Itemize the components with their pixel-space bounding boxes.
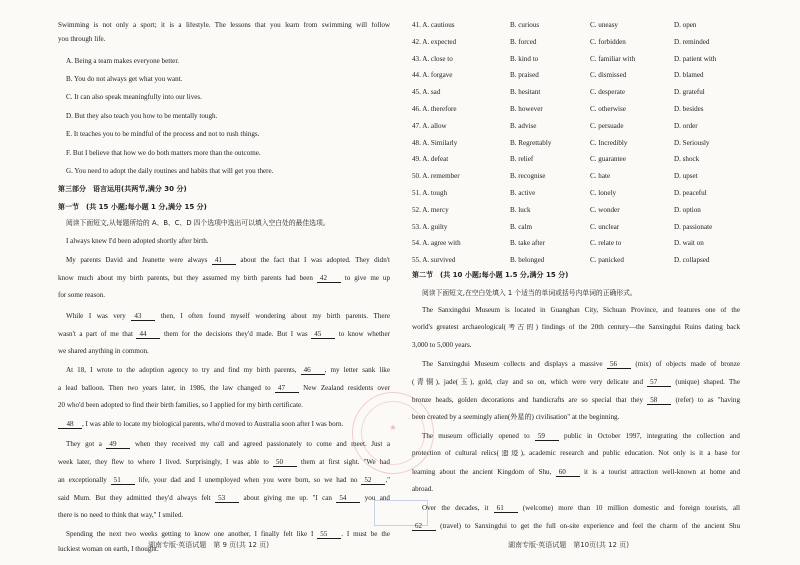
text-line: protection of cultural relics(遗迹), academic research and public education. Not only is it a base for bbox=[412, 450, 740, 457]
choice-option[interactable]: D. peaceful bbox=[674, 189, 707, 197]
text-line: The Sanxingdui Museum collects and displays a massive 56 (mix) of objects made of bronze bbox=[422, 360, 740, 368]
choice-option[interactable]: D. option bbox=[674, 205, 701, 214]
choice-option[interactable]: D. Seriously bbox=[674, 138, 710, 147]
choice-option[interactable]: 41. A. cautious bbox=[412, 21, 455, 29]
text-line: 62 (travel) to Sanxingdui to get the full on-site experience and feel the charm of the ancient Shu bbox=[412, 522, 740, 531]
instruction: 阅读下面短文,在空白处填入 1 个适当的单词或括号内单词的正确形式。 bbox=[422, 289, 637, 297]
text-line: The museum officially opened to 59 public in October 1997, integrating the collection and bbox=[422, 432, 740, 440]
blank-55[interactable]: 55 bbox=[317, 530, 341, 539]
choice-option[interactable]: C. persuade bbox=[590, 121, 624, 130]
blank-51[interactable]: 51 bbox=[111, 476, 135, 485]
text-line: know much about my birth parents, but they assumed my birth parents had been 42 to give me up bbox=[58, 274, 390, 282]
blank-61[interactable]: 61 bbox=[494, 504, 518, 513]
option-e: E. It teaches you to be mindful of the process and not to rush things. bbox=[66, 130, 260, 138]
choice-option[interactable]: D. upset bbox=[674, 172, 698, 181]
choice-option[interactable]: B. belonged bbox=[510, 256, 545, 265]
choice-option[interactable]: B. forced bbox=[510, 37, 537, 46]
choice-option[interactable]: C. uneasy bbox=[590, 21, 618, 29]
text-line: learning about the ancient Kingdom of Shu, 60 it is a tourist attraction well-known at home and bbox=[412, 468, 740, 476]
blank-45[interactable]: 45 bbox=[311, 330, 335, 339]
choice-option[interactable]: B. Regrettably bbox=[510, 138, 552, 147]
choice-option[interactable]: 43. A. close to bbox=[412, 54, 453, 63]
text-line: luckiest woman on earth, I thought. bbox=[58, 545, 159, 553]
choice-option[interactable]: D. blamed bbox=[674, 71, 704, 80]
option-f: F. But I believe that how we do both matters more than the outcome. bbox=[66, 149, 261, 157]
text-line: bronze heads, golden decorations and handicrafts are so special that they 58 (refer) to as "having bbox=[412, 396, 740, 404]
subsection-heading: 第二节 (共 10 小题;每小题 1.5 分,满分 15 分) bbox=[412, 271, 569, 279]
choice-option[interactable]: D. collapsed bbox=[674, 256, 710, 265]
option-a: A. Being a team makes everyone better. bbox=[66, 57, 180, 65]
choice-option[interactable]: D. reminded bbox=[674, 37, 710, 46]
choice-option[interactable]: C. otherwise bbox=[590, 105, 626, 113]
choice-option[interactable]: 49. A. defeat bbox=[412, 155, 449, 164]
blank-57[interactable]: 57 bbox=[647, 378, 671, 387]
choice-option[interactable]: 55. A. survived bbox=[412, 256, 456, 265]
text-line: said Mum. But they admitted they'd always felt 53 about giving me up. "I can 54 you and bbox=[58, 494, 390, 502]
blank-47[interactable]: 47 bbox=[275, 384, 299, 393]
choice-option[interactable]: C. unclear bbox=[590, 222, 620, 231]
blank-53[interactable]: 53 bbox=[215, 494, 239, 503]
blank-49[interactable]: 49 bbox=[106, 440, 130, 449]
choice-option[interactable]: D. patient with bbox=[674, 54, 717, 63]
text-line: Over the decades, it 61 (welcome) more than 10 million domestic and foreign tourists, all bbox=[422, 504, 740, 512]
choice-option[interactable]: B. curious bbox=[510, 21, 540, 29]
choice-option[interactable]: D. grateful bbox=[674, 88, 705, 97]
choice-option[interactable]: 54. A. agree with bbox=[412, 239, 461, 248]
blank-54[interactable]: 54 bbox=[336, 494, 360, 503]
section-heading: 第三部分 语言运用(共两节,满分 30 分) bbox=[58, 185, 187, 193]
blank-60[interactable]: 60 bbox=[556, 468, 580, 477]
choice-option[interactable]: D. shock bbox=[674, 155, 700, 164]
choice-option[interactable]: B. advise bbox=[510, 121, 537, 130]
choice-option[interactable]: C. familiar with bbox=[590, 54, 636, 63]
choice-option[interactable]: C. lonely bbox=[590, 189, 617, 197]
text-line: week later, they flew to where I lived. Surprisingly, I was able to 50 them at first sight. "We had bbox=[58, 458, 390, 466]
text-line: abroad. bbox=[412, 485, 434, 493]
option-c: C. It can also speak meaningfully into our lives. bbox=[66, 93, 202, 101]
choice-option[interactable]: 44. A. forgave bbox=[412, 71, 453, 80]
choice-option[interactable]: 50. A. remember bbox=[412, 172, 460, 181]
choice-option[interactable]: B. kind to bbox=[510, 54, 539, 63]
text-line: for some reason. bbox=[58, 291, 106, 299]
page-footer-left: 湖南专版·英语试题 第 9 页(共 12 页) bbox=[148, 541, 269, 549]
page-footer-right: 湖南专版·英语试题 第10页(共 12 页) bbox=[508, 541, 629, 549]
blank-42[interactable]: 42 bbox=[317, 274, 341, 283]
choice-option[interactable]: B. active bbox=[510, 189, 536, 197]
choice-option[interactable]: D. besides bbox=[674, 105, 704, 113]
blank-62[interactable]: 62 bbox=[412, 522, 436, 531]
choice-option[interactable]: C. hate bbox=[590, 172, 611, 181]
choice-option[interactable]: C. wonder bbox=[590, 205, 620, 214]
text-line: 20 who'd been adopted to find their birth families, so I applied for my birth certificate. bbox=[58, 401, 303, 409]
option-d: D. But they also teach you how to be mentally tough. bbox=[66, 112, 218, 120]
choice-option[interactable]: B. recognise bbox=[510, 172, 546, 181]
text-line: At 18, I wrote to the adoption agency to try and find my birth parents, 46 , my letter sank like bbox=[66, 366, 390, 374]
instruction: 阅读下面短文,从每题所给的 A、B、C、D 四个选项中选出可以填入空白处的最佳选项。 bbox=[66, 219, 330, 227]
text-line: world's greatest archaeological(考古的) findings of the 20th century—the Sanxingdui Ruins dating back bbox=[412, 324, 740, 331]
choice-option[interactable]: B. hesitant bbox=[510, 88, 541, 97]
choice-option[interactable]: D. open bbox=[674, 21, 697, 29]
choice-option[interactable]: 42. A. expected bbox=[412, 37, 457, 46]
text-line: While I was very 43 then, I often found myself wondering about my birth parents. There bbox=[66, 312, 390, 320]
choice-option[interactable]: C. relate to bbox=[590, 239, 622, 248]
choice-option[interactable]: 51. A. tough bbox=[412, 189, 448, 197]
seal-stamp: ★ bbox=[352, 392, 434, 474]
choice-option[interactable]: 52. A. mercy bbox=[412, 205, 449, 214]
blank-59[interactable]: 59 bbox=[535, 432, 559, 441]
choice-option[interactable]: D. passionate bbox=[674, 222, 713, 231]
choice-option[interactable]: 45. A. sad bbox=[412, 88, 441, 97]
text-line: (青铜), jade(玉), gold, clay and so on, which were very delicate and 57 (unique) shaped. The bbox=[412, 378, 740, 386]
choice-option[interactable]: 47. A. allow bbox=[412, 121, 447, 130]
choice-option[interactable]: B. calm bbox=[510, 222, 533, 231]
option-b: B. You do not always get what you want. bbox=[66, 75, 183, 83]
text-line: They got a 49 when they received my call and agreed passionately to come and meet. Just a bbox=[66, 440, 390, 448]
choice-option[interactable]: C. Incredibly bbox=[590, 138, 628, 147]
text-line: The Sanxingdui Museum is located in Guanghan City, Sichuan Province, and features one of the bbox=[422, 307, 740, 314]
blank-41[interactable]: 41 bbox=[212, 256, 236, 265]
text-line: a lead balloon. Then two years later, in 1986, the law changed to 47 New Zealand residents over bbox=[58, 384, 390, 392]
choice-option[interactable]: B. however bbox=[510, 105, 543, 113]
choice-option[interactable]: B. relief bbox=[510, 155, 534, 164]
text-line: wasn't a part of me that 44 them for the decisions they'd made. But I was 45 to know whether bbox=[58, 330, 390, 338]
choice-option[interactable]: 48. A. Similarly bbox=[412, 138, 458, 147]
choice-option[interactable]: C. dismissed bbox=[590, 71, 627, 80]
choice-option[interactable]: 46. A. therefore bbox=[412, 105, 457, 113]
blank-52[interactable]: 52 bbox=[361, 476, 385, 485]
text-line: you through life. bbox=[58, 35, 106, 43]
choice-option[interactable]: C. forbidden bbox=[590, 37, 626, 46]
subsection-heading: 第一节 (共 15 小题;每小题 1 分,满分 15 分) bbox=[58, 203, 207, 211]
watermark-badge bbox=[374, 500, 428, 526]
text-line: 3,000 to 5,000 years. bbox=[412, 341, 472, 349]
blank-44[interactable]: 44 bbox=[136, 330, 160, 339]
blank-58[interactable]: 58 bbox=[647, 396, 671, 405]
blank-48[interactable]: 48 bbox=[58, 420, 82, 429]
blank-46[interactable]: 46 bbox=[301, 366, 325, 375]
choice-option[interactable]: D. wait on bbox=[674, 239, 704, 248]
choice-option[interactable]: C. desperate bbox=[590, 88, 626, 97]
text-line: My parents David and Jeanette were always 41 about the fact that I was adopted. They didn't bbox=[66, 256, 390, 264]
option-g: G. You need to adopt the daily routines and habits that will get you there. bbox=[66, 167, 274, 175]
choice-option[interactable]: C. guarantee bbox=[590, 155, 626, 164]
text-line: Swimming is not only a sport; it is a lifestyle. The lessons that you learn from swimming will follow bbox=[58, 22, 390, 29]
choice-option[interactable]: C. panicked bbox=[590, 256, 624, 265]
text-line: there is no need to think that way," I smiled. bbox=[58, 511, 184, 519]
choice-option[interactable]: B. praised bbox=[510, 71, 539, 80]
text-line: an exceptionally 51 life, your dad and I unemployed when you were born, so we had no 52 ," bbox=[58, 476, 390, 484]
blank-56[interactable]: 56 bbox=[607, 360, 631, 369]
blank-50[interactable]: 50 bbox=[273, 458, 297, 467]
choice-option[interactable]: 53. A. guilty bbox=[412, 222, 448, 231]
blank-43[interactable]: 43 bbox=[131, 312, 155, 321]
text-line: we shared anything in common. bbox=[58, 347, 149, 355]
choice-option[interactable]: D. order bbox=[674, 121, 698, 130]
text-line: 48 , I was able to locate my biological parents, who'd moved to Australia soon after I was born. bbox=[58, 420, 343, 429]
choice-option[interactable]: B. take after bbox=[510, 239, 545, 248]
text-line: been created by a seemingly alien(外星的) civilisation" at the beginning. bbox=[412, 413, 620, 421]
text-line: Spending the next two weeks getting to know one another, I finally felt like I 55 . I must be the bbox=[66, 530, 390, 538]
text-line: I always knew I'd been adopted shortly after birth. bbox=[66, 237, 209, 245]
choice-option[interactable]: B. luck bbox=[510, 205, 531, 214]
